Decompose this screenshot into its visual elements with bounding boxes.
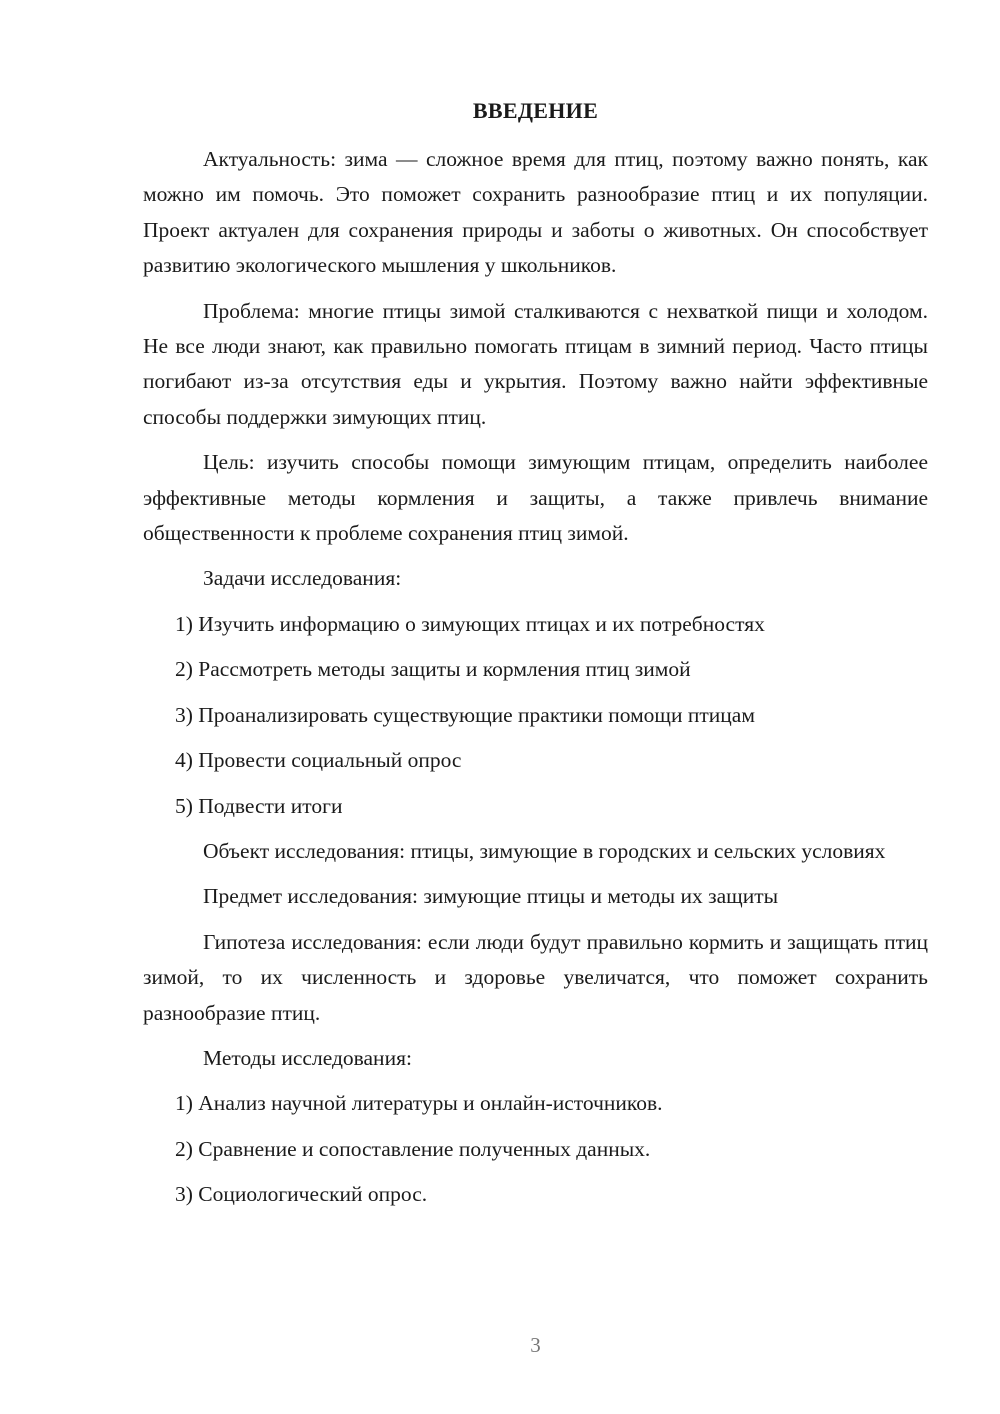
problem-paragraph: Проблема: многие птицы зимой сталкиваются с нехваткой пищи и холодом. Не все люди знают, как правильно помогать птицам в зимний период. Часто птицы погибают из-за отсутствия еды и укрытия. Поэтому важно найти эффективные способы поддержки зимующих птиц.	[143, 298, 928, 429]
method-item: 1) Анализ научной литературы и онлайн-источников.	[175, 1091, 663, 1116]
relevance-paragraph: Актуальность: зима — сложное время для птиц, поэтому важно понять, как можно им помочь. Это поможет сохранить разнообразие птиц и их популяции. Проект актуален для сохранения природы и заботы о животных. Он способствует развитию экологического мышления у школьников.	[143, 147, 928, 278]
task-item: 3) Проанализировать существующие практики помощи птицам	[175, 702, 755, 727]
task-item: 5) Подвести итоги	[175, 793, 343, 818]
method-item: 2) Сравнение и сопоставление полученных данных.	[175, 1136, 651, 1161]
page-number: 3	[530, 1333, 541, 1357]
task-item: 4) Провести социальный опрос	[175, 748, 462, 773]
hypothesis-paragraph: Гипотеза исследования: если люди будут правильно кормить и защищать птиц зимой, то их численность и здоровье увеличатся, что поможет сохранить разнообразие птиц.	[143, 929, 928, 1025]
task-item: 1) Изучить информацию о зимующих птицах и их потребностях	[175, 611, 765, 636]
goal-paragraph: Цель: изучить способы помощи зимующим птицам, определить наиболее эффективные методы кормления и защиты, а также привлечь внимание общественности к проблеме сохранения птиц зимой.	[143, 450, 928, 546]
section-title: ВВЕДЕНИЕ	[472, 98, 599, 123]
methods-heading: Методы исследования:	[203, 1045, 412, 1070]
section-body	[143, 142, 928, 1223]
subject-paragraph: Предмет исследования: зимующие птицы и методы их защиты	[203, 884, 779, 909]
tasks-heading: Задачи исследования:	[203, 566, 402, 591]
method-item: 3) Социологический опрос.	[175, 1182, 428, 1207]
task-item: 2) Рассмотреть методы защиты и кормления птиц зимой	[175, 657, 691, 682]
object-paragraph: Объект исследования: птицы, зимующие в городских и сельских условиях	[203, 838, 886, 863]
document-page	[143, 0, 928, 1414]
